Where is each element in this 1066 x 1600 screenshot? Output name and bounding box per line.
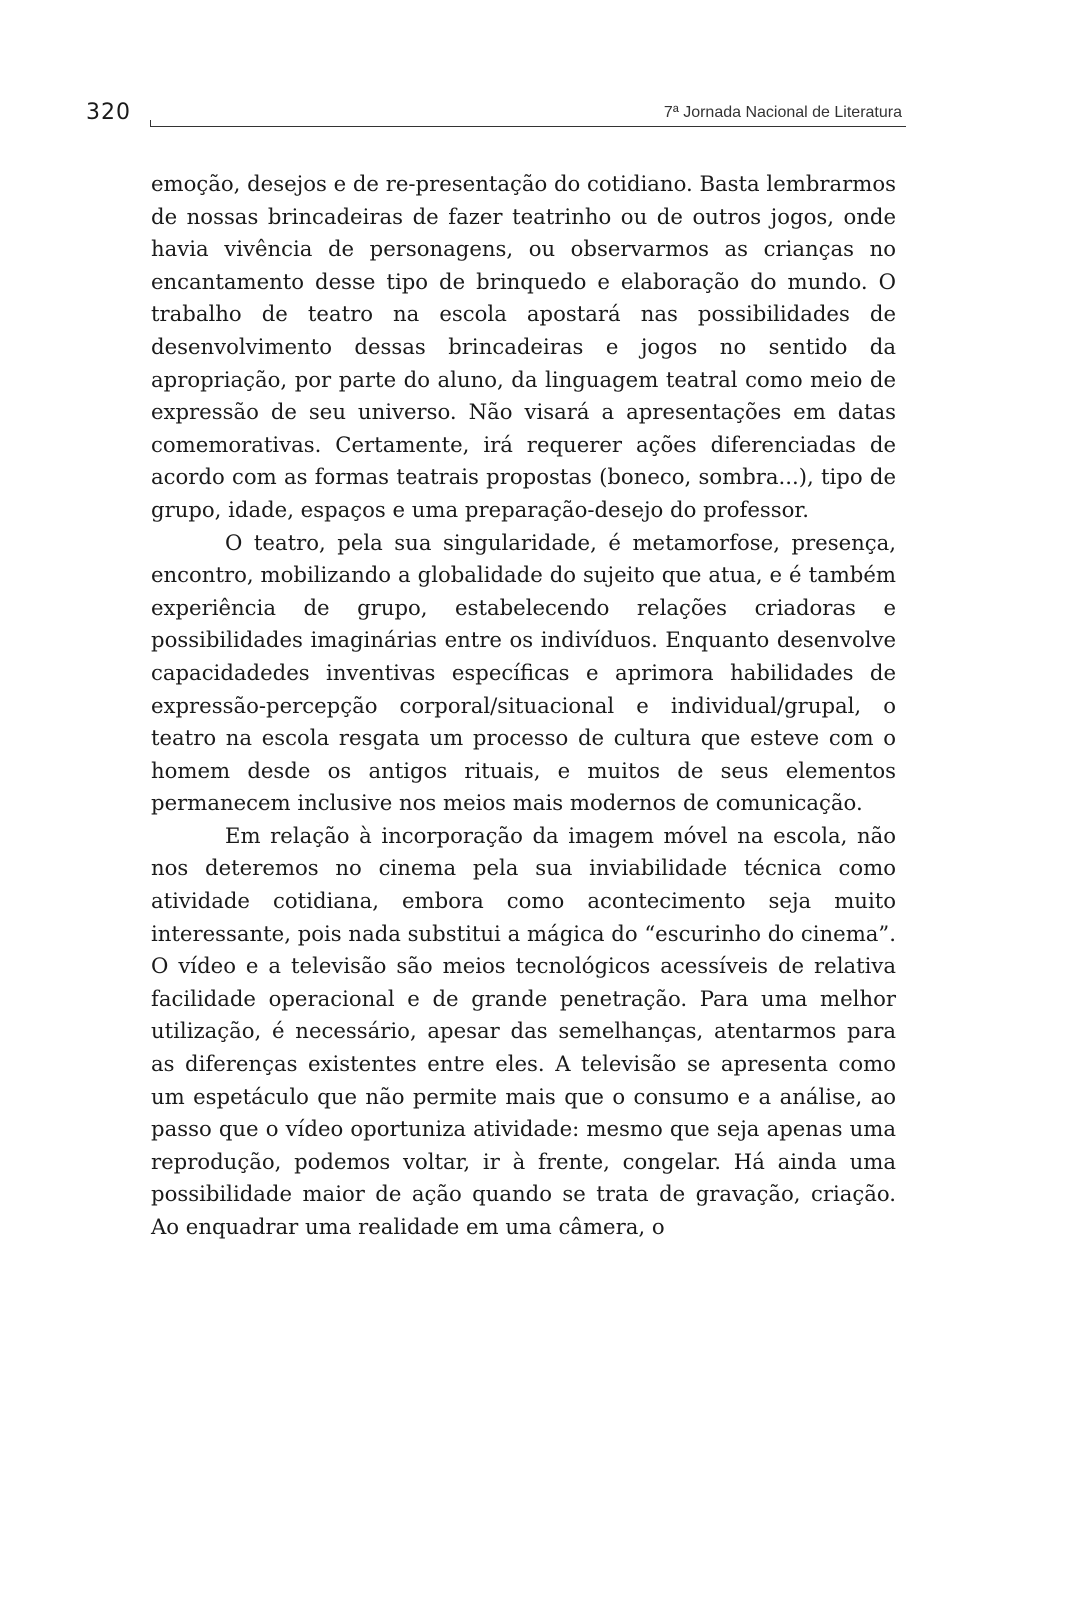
paragraph-1: emoção, desejos e de re-presentação do cotidiano. Basta lembrarmos de nossas brincadeiras de fazer teatrinho ou de outros jogos, onde havia vivência de personagens, ou observarmos as crianças no encantamento desse tipo de brinquedo e elaboração do mundo. O trabalho de teatro na escola apostará nas possibilidades de desenvolvimento dessas brincadeiras e jogos no sentido da apropriação, por parte do aluno, da linguagem teatral como meio de expressão de seu universo. Não visará a apresentações em datas comemorativas. Certamente, irá requerer ações diferenciadas de acordo com as formas teatrais propostas (boneco, sombra...), tipo de grupo, idade, espaços e uma preparação-desejo do professor. — [151, 171, 896, 522]
page-header — [86, 98, 906, 132]
paragraph-3: Em relação à incorporação da imagem móvel na escola, não nos deteremos no cinema pela sua inviabilidade técnica como atividade cotidiana, embora como acontecimento seja muito interessante, pois nada substitui a mágica do “escurinho do cinema”. O vídeo e a televisão são meios tecnológicos acessíveis de relativa facilidade operacional e de grande penetração. Para uma melhor utilização, é necessário, apesar das semelhanças, atentarmos para as diferenças existentes entre eles. A televisão se apresenta como um espetáculo que não permite mais que o consumo e a análise, ao passo que o vídeo oportuniza atividade: mesmo que seja apenas uma reprodução, podemos voltar, ir à frente, congelar. Há ainda uma possibilidade maior de ação quando se trata de gravação, criação. Ao enquadrar uma realidade em uma câmera, o — [151, 822, 896, 1239]
paragraph-2: O teatro, pela sua singularidade, é metamorfose, presença, encontro, mobilizando a globalidade do sujeito que atua, e é também experiência de grupo, estabelecendo relações criadoras e possibilidades imaginárias entre os indivíduos. Enquanto desenvolve capacidadedes inventivas específicas e aprimora habilidades de expressão-percepção corporal/situacional e individual/grupal, o teatro na escola resgata um processo de cultura que esteve com o homem desde os antigos rituais, e muitos de seus elementos permanecem inclusive nos meios mais modernos de comunicação. — [151, 529, 896, 816]
body-text — [151, 168, 896, 1244]
page-number: 320 — [86, 100, 131, 125]
header-rule — [150, 126, 906, 127]
running-title: 7ª Jornada Nacional de Literatura — [663, 104, 902, 121]
